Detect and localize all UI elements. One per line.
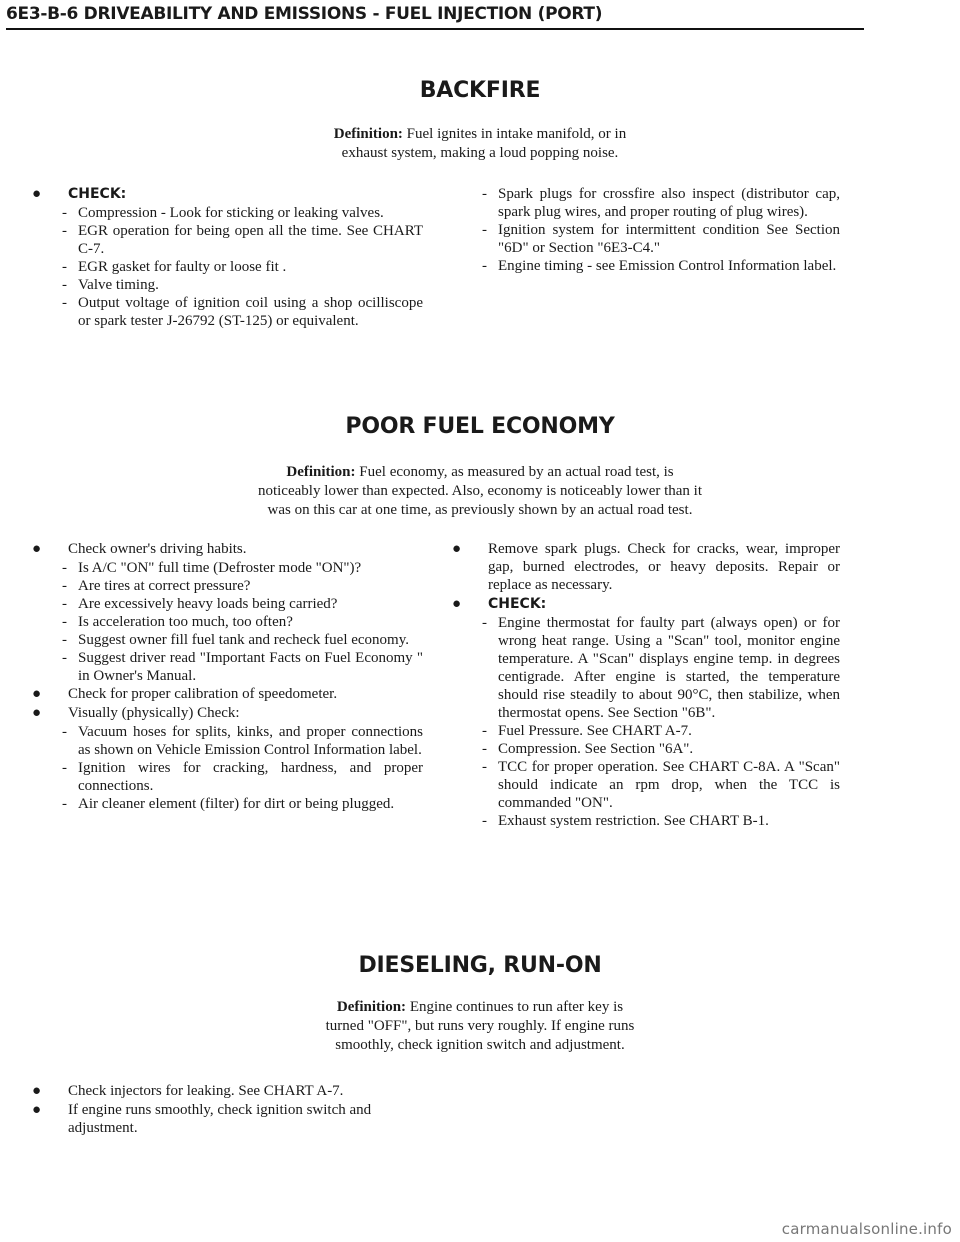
list-item <box>448 540 840 594</box>
dash-icon: - <box>62 796 67 812</box>
bullet-icon: ● <box>32 186 42 202</box>
definition-text: Engine continues to run after key is <box>409 999 624 1015</box>
dash-icon: - <box>62 560 67 576</box>
definition-text: Fuel economy, as measured by an actual road test, is <box>359 464 674 480</box>
item-text: Check for proper calibration of speedometer. <box>68 686 338 702</box>
item-text: Output voltage of ignition coil using a shop ocilliscope or spark tester J-26792 (ST-125) or equivalent. <box>78 295 423 329</box>
dash-icon: - <box>482 615 487 631</box>
list-item <box>448 740 840 758</box>
item-text: Valve timing. <box>78 277 159 293</box>
item-text: Suggest driver read "Important Facts on Fuel Economy " in Owner's Manual. <box>78 650 423 684</box>
bullet-icon: ● <box>32 686 42 702</box>
definition-text: exhaust system, making a loud popping noise. <box>341 145 619 161</box>
item-text: Check injectors for leaking. See CHART A-7. <box>68 1083 344 1099</box>
item-text: Ignition system for intermittent condition See Section "6D" or Section "6E3-C4." <box>498 222 840 256</box>
bullet-icon: ● <box>32 705 42 721</box>
item-text: Is A/C "ON" full time (Defroster mode "ON")? <box>78 560 362 576</box>
economy-left-column <box>28 540 423 813</box>
definition-text: Fuel ignites in intake manifold, or in <box>406 126 627 142</box>
page-header: 6E3-B-6 DRIVEABILITY AND EMISSIONS - FUEL INJECTION (PORT) <box>6 4 864 30</box>
item-text: Are excessively heavy loads being carried? <box>78 596 338 612</box>
item-text: Spark plugs for crossfire also inspect (distributor cap, spark plug wires, and proper routing of plug wires). <box>498 186 840 220</box>
dash-icon: - <box>482 759 487 775</box>
dash-icon: - <box>62 277 67 293</box>
item-text: Compression - Look for sticking or leaking valves. <box>78 205 384 221</box>
economy-definition <box>90 463 870 520</box>
dash-icon: - <box>62 614 67 630</box>
list-item <box>28 759 423 795</box>
list-item <box>28 204 423 222</box>
list-item <box>448 614 840 722</box>
economy-right-column <box>448 540 840 830</box>
section-title-dieseling: DIESELING, RUN-ON <box>358 953 602 978</box>
list-item <box>28 577 423 595</box>
dash-icon: - <box>62 223 67 239</box>
item-text: Is acceleration too much, too often? <box>78 614 293 630</box>
list-item <box>28 613 423 631</box>
list-item <box>448 758 840 812</box>
item-text: Visually (physically) Check: <box>68 705 240 721</box>
list-item <box>448 812 840 830</box>
dash-icon: - <box>482 813 487 829</box>
bullet-icon: ● <box>452 596 462 612</box>
item-text: Are tires at correct pressure? <box>78 578 251 594</box>
list-item <box>28 294 423 330</box>
dash-icon: - <box>62 760 67 776</box>
list-item <box>448 257 840 275</box>
dash-icon: - <box>482 741 487 757</box>
item-text: Ignition wires for cracking, hardness, and proper connections. <box>78 760 423 794</box>
dash-icon: - <box>62 578 67 594</box>
list-item <box>448 722 840 740</box>
dash-icon: - <box>482 723 487 739</box>
backfire-left-column <box>28 185 423 330</box>
list-item <box>28 595 423 613</box>
list-item <box>28 649 423 685</box>
list-item <box>28 1082 423 1100</box>
item-text: Check owner's driving habits. <box>68 541 247 557</box>
check-label: CHECK: <box>68 186 127 202</box>
bullet-icon: ● <box>32 1083 42 1099</box>
dash-icon: - <box>62 259 67 275</box>
item-text: Vacuum hoses for splits, kinks, and proper connections as shown on Vehicle Emission Control Information label. <box>78 724 423 758</box>
dash-icon: - <box>482 222 487 238</box>
item-text: Air cleaner element (filter) for dirt or being plugged. <box>78 796 395 812</box>
definition-label: Definition: <box>336 999 407 1015</box>
list-item <box>28 704 423 722</box>
watermark: carmanualsonline.info <box>781 1220 952 1238</box>
item-text: Fuel Pressure. See CHART A-7. <box>498 723 692 739</box>
list-item <box>28 276 423 294</box>
item-text: Compression. See Section "6A". <box>498 741 694 757</box>
dash-icon: - <box>62 724 67 740</box>
item-text: TCC for proper operation. See CHART C-8A. A "Scan" should indicate an rpm drop, when the TCC is commanded "ON". <box>498 759 840 811</box>
dash-icon: - <box>62 632 67 648</box>
check-label: CHECK: <box>488 596 547 612</box>
dieseling-definition <box>170 998 790 1055</box>
item-text: Engine thermostat for faulty part (always open) or for wrong heat range. Using a "Scan" tool, monitor engine temperature. A "Scan" displays engine temp. in degrees centigrade. After engine is started, the temperature should rise steadily to about 90°C, then stabilize, when thermostat opens. See Section "6B". <box>498 615 840 721</box>
list-item <box>448 185 840 221</box>
list-item <box>28 795 423 813</box>
dieseling-list <box>28 1082 423 1138</box>
backfire-right-column <box>448 185 840 275</box>
list-item <box>28 1101 423 1137</box>
item-text: Exhaust system restriction. See CHART B-1. <box>498 813 769 829</box>
item-text: EGR gasket for faulty or loose fit . <box>78 259 287 275</box>
list-item <box>448 221 840 257</box>
bullet-icon: ● <box>32 1102 42 1118</box>
item-text: EGR operation for being open all the time. See CHART C-7. <box>78 223 423 257</box>
definition-label: Definition: <box>333 126 403 142</box>
list-item <box>28 559 423 577</box>
dash-icon: - <box>62 596 67 612</box>
definition-text: smoothly, check ignition switch and adjustment. <box>335 1037 625 1053</box>
definition-text: noticeably lower than expected. Also, economy is noticeably lower than it <box>257 483 703 499</box>
list-item <box>448 595 840 613</box>
backfire-definition <box>180 125 780 163</box>
list-item <box>28 685 423 703</box>
definition-label: Definition: <box>286 464 356 480</box>
list-item <box>28 631 423 649</box>
item-text: Engine timing - see Emission Control Information label. <box>498 258 837 274</box>
item-text: If engine runs smoothly, check ignition switch and adjustment. <box>68 1102 372 1136</box>
list-item <box>28 222 423 258</box>
list-item <box>28 185 423 203</box>
item-text: Suggest owner fill fuel tank and recheck fuel economy. <box>78 632 409 648</box>
list-item <box>28 723 423 759</box>
bullet-icon: ● <box>32 541 42 557</box>
list-item <box>28 540 423 558</box>
item-text: Remove spark plugs. Check for cracks, wear, improper gap, burned electrodes, or heavy deposits. Repair or replace as necessary. <box>488 541 840 593</box>
section-title-backfire: BACKFIRE <box>419 78 541 103</box>
dash-icon: - <box>62 295 67 311</box>
dash-icon: - <box>62 650 67 666</box>
list-item <box>28 258 423 276</box>
dash-icon: - <box>62 205 67 221</box>
bullet-icon: ● <box>452 541 462 557</box>
section-title-economy: POOR FUEL ECONOMY <box>345 414 615 439</box>
dash-icon: - <box>482 186 487 202</box>
dash-icon: - <box>482 258 487 274</box>
definition-text: was on this car at one time, as previously shown by an actual road test. <box>267 502 693 518</box>
definition-text: turned "OFF", but runs very roughly. If engine runs <box>325 1018 635 1034</box>
